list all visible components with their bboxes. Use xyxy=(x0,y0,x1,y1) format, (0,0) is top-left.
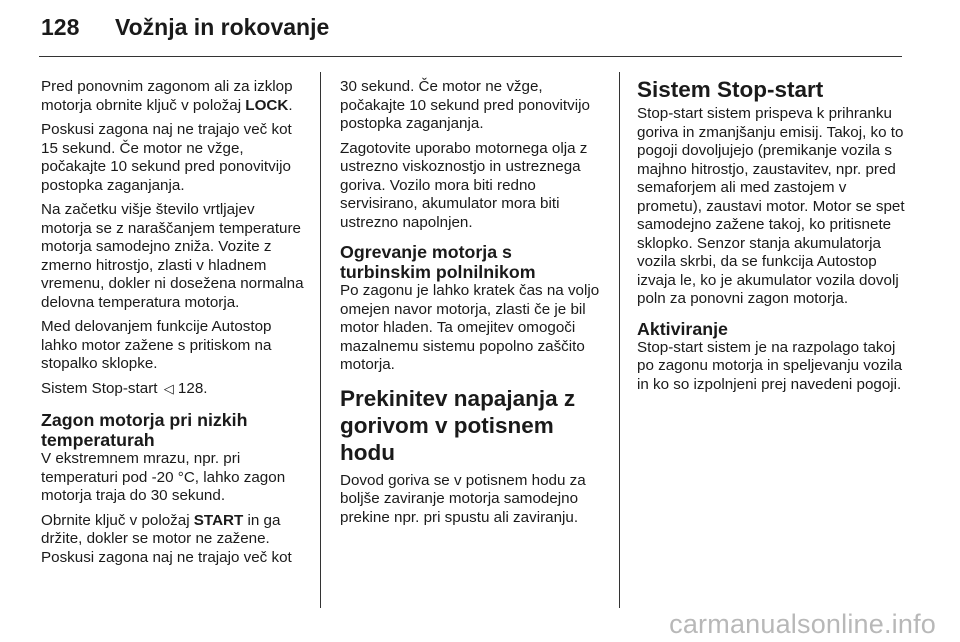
paragraph-autostop: Med delovanjem funkcije Autostop lahko motor zažene s pritiskom na stopalko sklopke. xyxy=(41,318,272,372)
paragraph-stop-start: Stop-start sistem prispeva k prihranku goriva in zmanjšanju emisij. Takoj, ko to pogoji dovoljujejo (premikanje vozila s majhno hitrostjo, zaustavitev, npr. pred semaforjem ali med zastojem v prometu), zaustavi motor. Motor se spet samodejno zažene takoj, ko pritisnete sklopko. Senzor stanja akumulatorja vozila skrbi, da se funkcija Autostop izvaja le, ko je akumulator vozila dovolj poln za ponovni zagon motorja. xyxy=(637,105,905,307)
paragraph-extreme-cold: V ekstremnem mrazu, npr. pri temperaturi pod -20 °C, lahko zagon motorja traja do 30 sekund. xyxy=(41,450,286,504)
heading-activation: Aktiviranje xyxy=(637,318,728,339)
page-header xyxy=(41,14,329,50)
crossref-arrow-icon: ◁ xyxy=(163,380,174,396)
paragraph-attempts: Poskusi zagona naj ne trajajo več kot 15 sekund. Če motor ne vžge, počakajte 10 sekund pred ponovitvijo postopka zaganjanja. xyxy=(41,121,292,194)
paragraph-wait: 30 sekund. Če motor ne vžge, počakajte 10 sekund pred ponovitvijo postopka zaganjanja. xyxy=(340,78,590,132)
crossref-link[interactable]: 128. xyxy=(173,379,208,397)
paragraph-start-key: Obrnite ključ v položaj START in ga držite, dokler se motor ne zažene. Poskusi zagona naj ne trajajo več kot xyxy=(41,511,292,566)
header-rule xyxy=(39,56,902,57)
column-divider-2 xyxy=(619,72,620,608)
page-number: 128 xyxy=(41,14,80,40)
heading-fuel-cutoff: Prekinitev napajanja z gorivom v potisnem hodu xyxy=(340,385,576,465)
heading-turbo-warmup: Ogrevanje motorja s turbinskim polnilnikom xyxy=(340,242,536,282)
column-divider-1 xyxy=(320,72,321,608)
heading-stop-start: Sistem Stop-start xyxy=(637,77,824,102)
paragraph-oil: Zagotovite uporabo motornega olja z ustrezno viskoznostjo in ustreznega goriva. Vozilo mora biti redno servisirano, akumulator mora biti ustrezno napolnjen. xyxy=(340,139,588,231)
paragraph-lock: Pred ponovnim zagonom ali za izklop motorja obrnite ključ v položaj LOCK. xyxy=(41,78,293,114)
lock-keyword: LOCK xyxy=(245,96,289,114)
paragraph-idle-speed: Na začetku višje število vrtljajev motorja se z naraščanjem temperature motorja samodejno zniža. Vozite z zmerno hitrostjo, zlasti v hladnem vremenu, dokler ni dosežena normalna delovna temperatura motorja. xyxy=(41,201,304,311)
paragraph-crossref: Sistem Stop-start ◁ 128. xyxy=(41,379,208,397)
column-2 xyxy=(340,78,606,533)
start-keyword: START xyxy=(193,511,244,529)
column-1 xyxy=(41,78,309,573)
paragraph-torque: Po zagonu je lahko kratek čas na voljo omejen navor motorja, zlasti če je bil motor hladen. Ta omejitev omogoči mazalnemu sistemu popolno zaščito motorja. xyxy=(340,282,600,373)
page-title: Vožnja in rokovanje xyxy=(115,14,330,40)
paragraph-activation: Stop-start sistem je na razpolago takoj po zagonu motorja in speljevanju vozila in ko so izpolnjeni prej navedeni pogoji. xyxy=(637,338,903,393)
paragraph-fuel-cutoff: Dovod goriva se v potisnem hodu za boljše zaviranje motorja samodejno prekine npr. pri spustu ali zaviranju. xyxy=(340,471,586,526)
heading-low-temp-start: Zagon motorja pri nizkih temperaturah xyxy=(41,410,248,450)
column-3 xyxy=(637,78,905,400)
watermark: carmanualsonline.info xyxy=(669,609,936,639)
